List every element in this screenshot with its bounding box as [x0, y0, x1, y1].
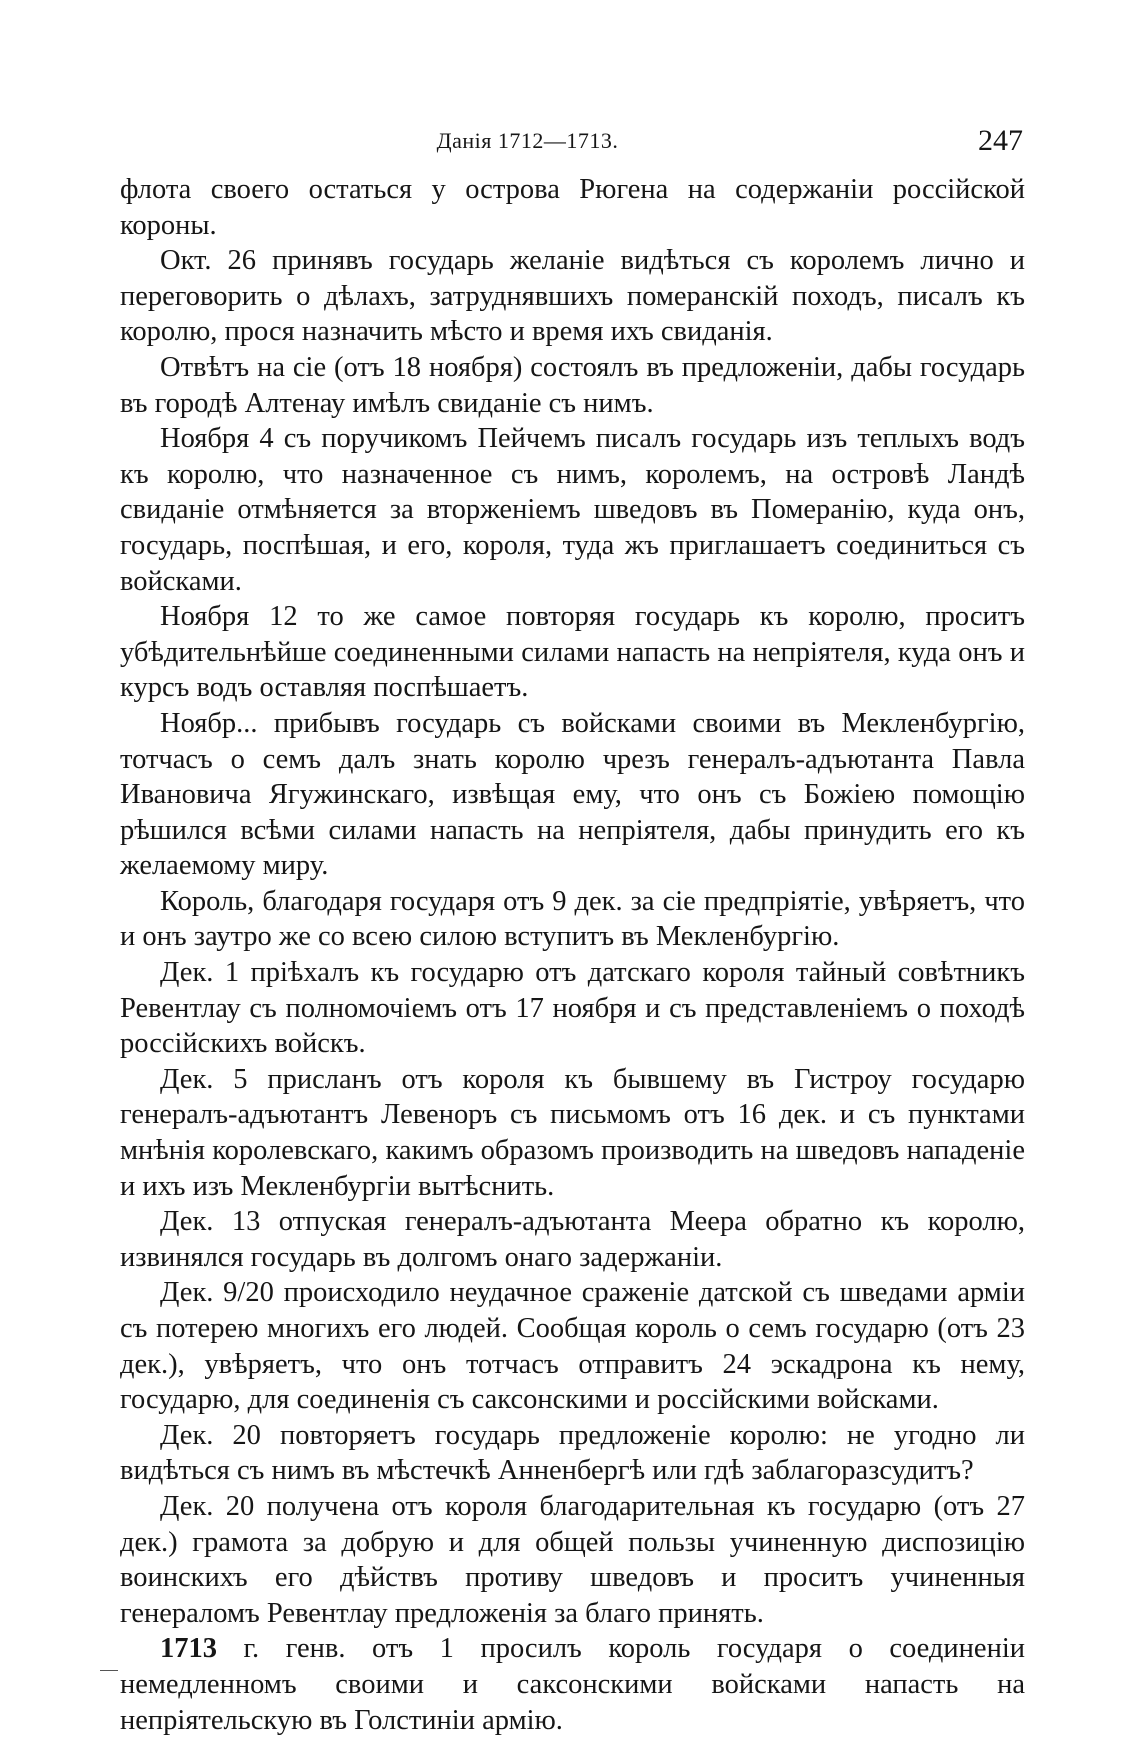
paragraph-dec-13: Дек. 13 отпуская генералъ-адъютанта Меера обратно къ королю, извинялся государь въ долгомъ онаго задержаніи. [120, 1206, 1025, 1273]
paragraph-1713-text: г. генв. отъ 1 просилъ король государя о соединеніи немедленномъ своими и саксонскими войсками напасть на непріятельскую въ Голстиніи армію. [120, 1633, 1025, 1736]
text-body [120, 172, 1025, 1738]
paragraph-1713-jan [120, 1631, 1025, 1738]
paragraph-dec-9-20: Дек. 9/20 происходило неудачное сраженіе датской съ шведами арміи съ потерею многихъ его людей. Сообщая король о семъ государю (отъ 23 дек.), увѣряетъ, что онъ тотчасъ отправитъ 24 эскадрона къ нему, государю, для соединенія съ саксонскими и россійскими войсками. [120, 1277, 1025, 1416]
paragraph-nov-arrival: Ноябр... прибывъ государь съ войсками своими въ Мекленбургію, тотчасъ о семъ далъ знать королю чрезъ генералъ-адъютанта Павла Ивановича Ягужинскаго, извѣщая ему, что онъ съ Божіею помощію рѣшился всѣми силами напасть на непріятеля, дабы принудить его къ желаемому миру. [120, 707, 1025, 882]
paragraph-dec-1: Дек. 1 пріѣхалъ къ государю отъ датскаго короля тайный совѣтникъ Ревентлау съ полномочіемъ отъ 17 ноября и съ представленіемъ о походѣ россійскихъ войскъ. [120, 957, 1025, 1060]
paragraph-oct-26: Окт. 26 принявъ государь желаніе видѣться съ королемъ лично и переговорить о дѣлахъ, затруднявшихъ померанскій походъ, писалъ къ королю, прося назначить мѣсто и время ихъ свиданія. [120, 245, 1025, 348]
page-number: 247 [978, 124, 1023, 157]
paragraph-dec-20-charter: Дек. 20 получена отъ короля благодарительная къ государю (отъ 27 дек.) грамота за добрую и для общей пользы учиненную диспозицію воинскихъ его дѣйствъ противу шведовъ и проситъ учиненныя генераломъ Ревентлау предложенія за благо принять. [120, 1490, 1025, 1629]
paragraph-continuation: флота своего остаться у острова Рюгена на содержаніи россійской короны. [120, 174, 1025, 241]
running-head [120, 124, 1025, 164]
margin-mark [100, 1670, 118, 1671]
running-head-title: Данія 1712—1713. [436, 128, 619, 153]
paragraph-nov-4: Ноября 4 съ поручикомъ Пейчемъ писалъ государь изъ теплыхъ водъ къ королю, что назначенное съ нимъ, королемъ, на островѣ Ландѣ свиданіе отмѣняется за вторженіемъ шведовъ въ Померанію, куда онъ, государь, поспѣшая, и его, короля, туда жъ приглашаетъ соединиться съ войсками. [120, 423, 1025, 597]
paragraph-king-thanks: Король, благодаря государя отъ 9 дек. за сіе предпріятіе, увѣряетъ, что и онъ заутро же со всею силою вступитъ въ Мекленбургію. [120, 885, 1025, 953]
paragraph-dec-5: Дек. 5 присланъ отъ короля къ бывшему въ Гистроу государю генералъ-адъютантъ Левеноръ съ письмомъ отъ 16 дек. и съ пунктами мнѣнія королевскаго, какимъ образомъ производить на шведовъ нападеніе и ихъ изъ Мекленбургіи вытѣснить. [120, 1063, 1025, 1202]
paragraph-reply-nov-18: Отвѣтъ на сіе (отъ 18 ноября) состоялъ въ предложеніи, дабы государь въ городѣ Алтенау имѣлъ свиданіе съ нимъ. [120, 351, 1025, 419]
paragraph-dec-20-proposal: Дек. 20 повторяетъ государь предложеніе королю: не угодно ли видѣться съ нимъ въ мѣстечкѣ Анненбергѣ или гдѣ заблагоразсудитъ? [120, 1419, 1025, 1487]
year-label: 1713 [160, 1633, 217, 1665]
paragraph-nov-12: Ноября 12 то же самое повторяя государь къ королю, проситъ убѣдительнѣйше соединенными силами напасть на непріятеля, куда онъ и курсъ водъ оставляя поспѣшаетъ. [120, 601, 1025, 704]
